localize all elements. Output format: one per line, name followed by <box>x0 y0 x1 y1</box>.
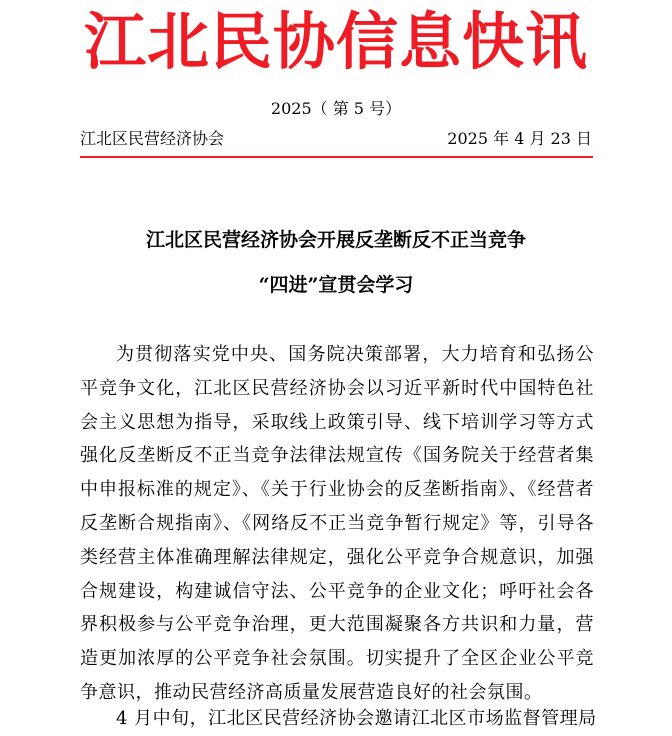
article-title-line-2: “四进”宣贯会学习 <box>258 274 414 296</box>
header-meta-row <box>80 127 592 151</box>
header-divider <box>80 156 593 158</box>
masthead-title: 江北民协信息快讯 <box>83 5 588 78</box>
issue-date: 2025 年 4 月 23 日 <box>447 129 592 148</box>
body-paragraph: 为贯彻落实党中央、国务院决策部署，大力培育和弘扬公平竞争文化，江北区民营经济协会以习近平新时代中国特色社会主义思想为指导，采取线上政策引导、线下培训学习等方式强化反垄断反不正当竞争法律法规宣传《国务院关于经营者集中申报标准的规定》、《关于行业协会的反垄断指南》、《经营者反垄断合规指南》、《网络反不正当竞争暂行规定》等，引导各类经营主体准确理解法律规定，强化公平竞争合规意识，加强合规建设，构建诚信守法、公平竞争的企业文化；呼吁社会各界积极参与公平竞争治理，更大范围凝聚各方共识和力量，营造更加浓厚的公平竞争社会氛围。切实提升了全区企业公平竞争意识，推动民营经济高质量发展营造良好的社会氛围。 <box>80 344 594 703</box>
body-paragraph: 4 月中旬，江北区民营经济协会邀请江北区市场监督管理局 <box>116 708 597 729</box>
issuer-name: 江北区民营经济协会 <box>80 129 225 148</box>
article-title-line-1: 江北区民营经济协会开展反垄断反不正当竞争 <box>145 229 526 251</box>
issue-number: 2025（ 第 5 号） <box>270 99 402 118</box>
